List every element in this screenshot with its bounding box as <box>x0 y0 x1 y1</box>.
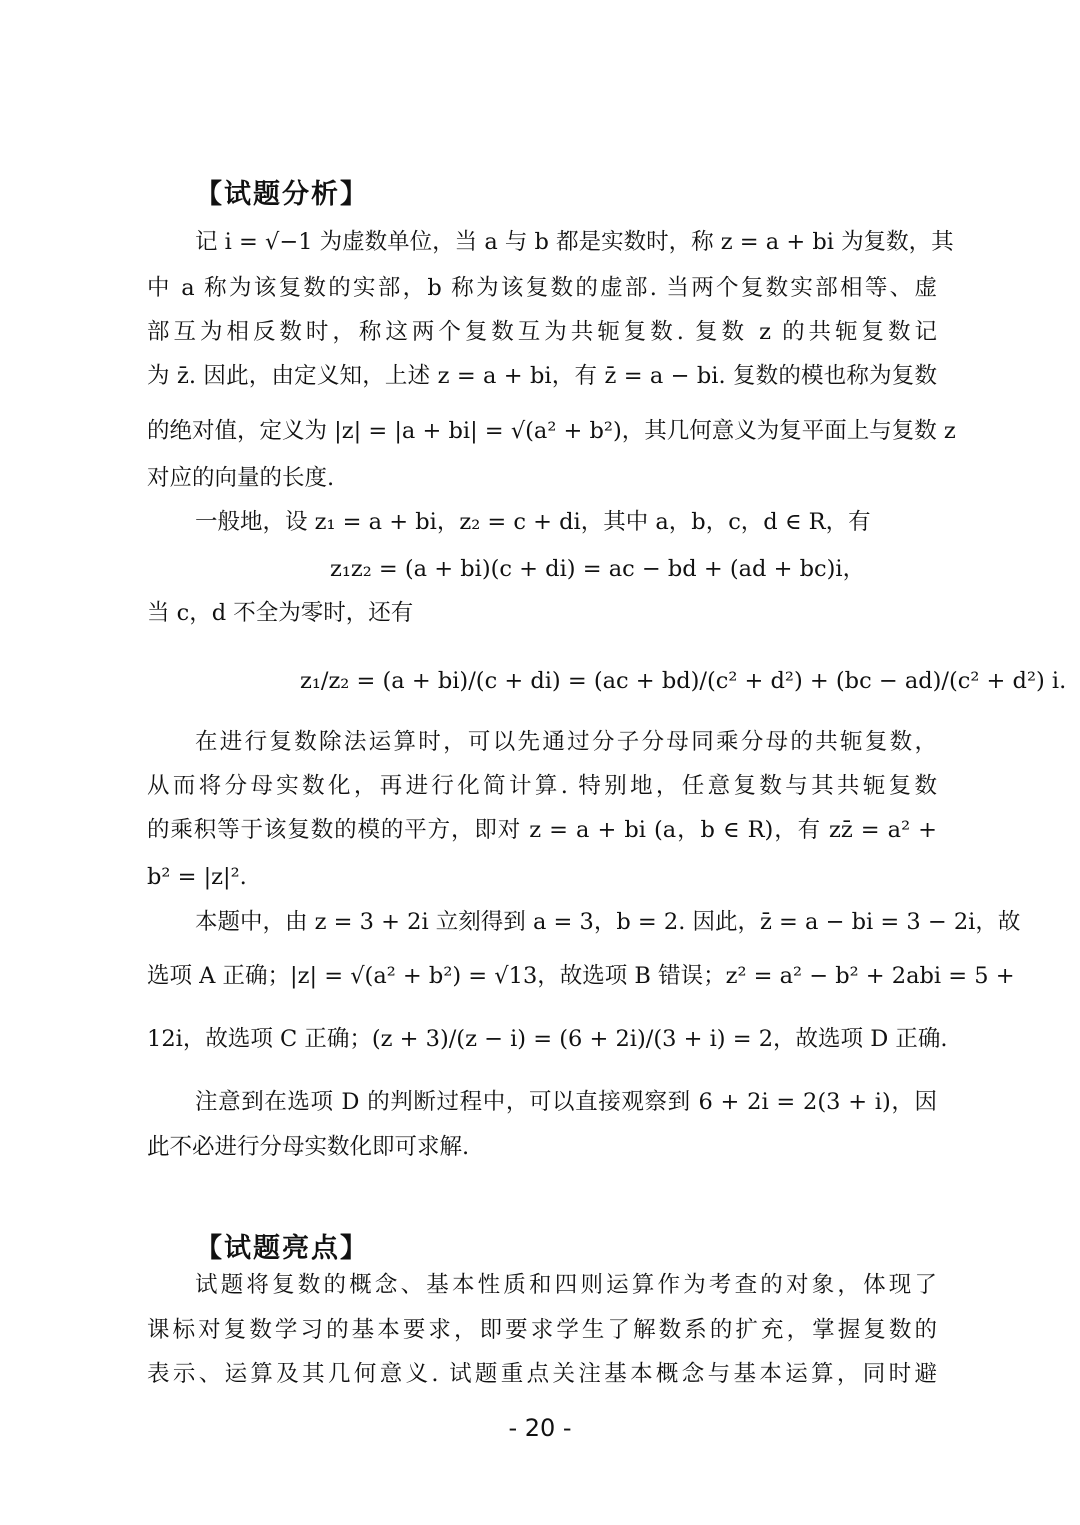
analysis-line: 注意到在选项 D 的判断过程中，可以直接观察到 6 + 2i = 2(3 + i)，因 <box>195 1089 937 1115</box>
analysis-line: 部互为相反数时，称这两个复数互为共轭复数. 复数 z 的共轭复数记 <box>147 319 937 345</box>
analysis-line: 对应的向量的长度. <box>147 465 335 491</box>
analysis-line: b² = |z|². <box>147 864 247 890</box>
equation-product: z₁z₂ = (a + bi)(c + di) = ac − bd + (ad + bc)i， <box>330 556 866 582</box>
analysis-line: 12i，故选项 C 正确；(z + 3)/(z − i) = (6 + 2i)/(3 + i) = 2，故选项 D 正确. <box>147 1026 948 1052</box>
analysis-line: 中 a 称为该复数的实部，b 称为该复数的虚部. 当两个复数实部相等、虚 <box>147 275 937 301</box>
analysis-line: 的绝对值，定义为 |z| = |a + bi| = √(a² + b²)，其几何意义为复平面上与复数 z <box>147 418 956 444</box>
analysis-line: 此不必进行分母实数化即可求解. <box>147 1134 470 1160</box>
analysis-line: 选项 A 正确；|z| = √(a² + b²) = √13，故选项 B 错误；z² = a² − b² + 2abi = 5 + <box>147 963 1015 989</box>
analysis-line: 当 c，d 不全为零时，还有 <box>147 600 414 626</box>
analysis-line: 一般地，设 z₁ = a + bi，z₂ = c + di，其中 a，b，c，d ∈ R，有 <box>195 509 871 535</box>
page-number: - 20 - <box>508 1414 572 1442</box>
analysis-heading: 【试题分析】 <box>195 179 369 210</box>
equation-quotient: z₁/z₂ = (a + bi)/(c + di) = (ac + bd)/(c² + d²) + (bc − ad)/(c² + d²) i. <box>300 668 1067 694</box>
highlights-heading: 【试题亮点】 <box>195 1233 369 1264</box>
analysis-line: 在进行复数除法运算时，可以先通过分子分母同乘分母的共轭复数， <box>195 729 937 755</box>
analysis-line: 记 i = √−1 为虚数单位，当 a 与 b 都是实数时，称 z = a + bi 为复数，其 <box>195 229 954 255</box>
highlights-line: 表示、运算及其几何意义. 试题重点关注基本概念与基本运算，同时避 <box>147 1361 937 1387</box>
analysis-line: 为 z̄. 因此，由定义知，上述 z = a + bi，有 z̄ = a − bi. 复数的模也称为复数 <box>147 363 937 389</box>
analysis-line: 从而将分母实数化，再进行化简计算. 特别地，任意复数与其共轭复数 <box>147 773 937 799</box>
analysis-line: 本题中，由 z = 3 + 2i 立刻得到 a = 3，b = 2. 因此，z̄ = a − bi = 3 − 2i，故 <box>195 909 1021 935</box>
analysis-line: 的乘积等于该复数的模的平方，即对 z = a + bi (a，b ∈ R)，有 zz̄ = a² + <box>147 817 937 843</box>
highlights-line: 试题将复数的概念、基本性质和四则运算作为考查的对象，体现了 <box>195 1272 937 1298</box>
highlights-line: 课标对复数学习的基本要求，即要求学生了解数系的扩充，掌握复数的 <box>147 1317 937 1343</box>
